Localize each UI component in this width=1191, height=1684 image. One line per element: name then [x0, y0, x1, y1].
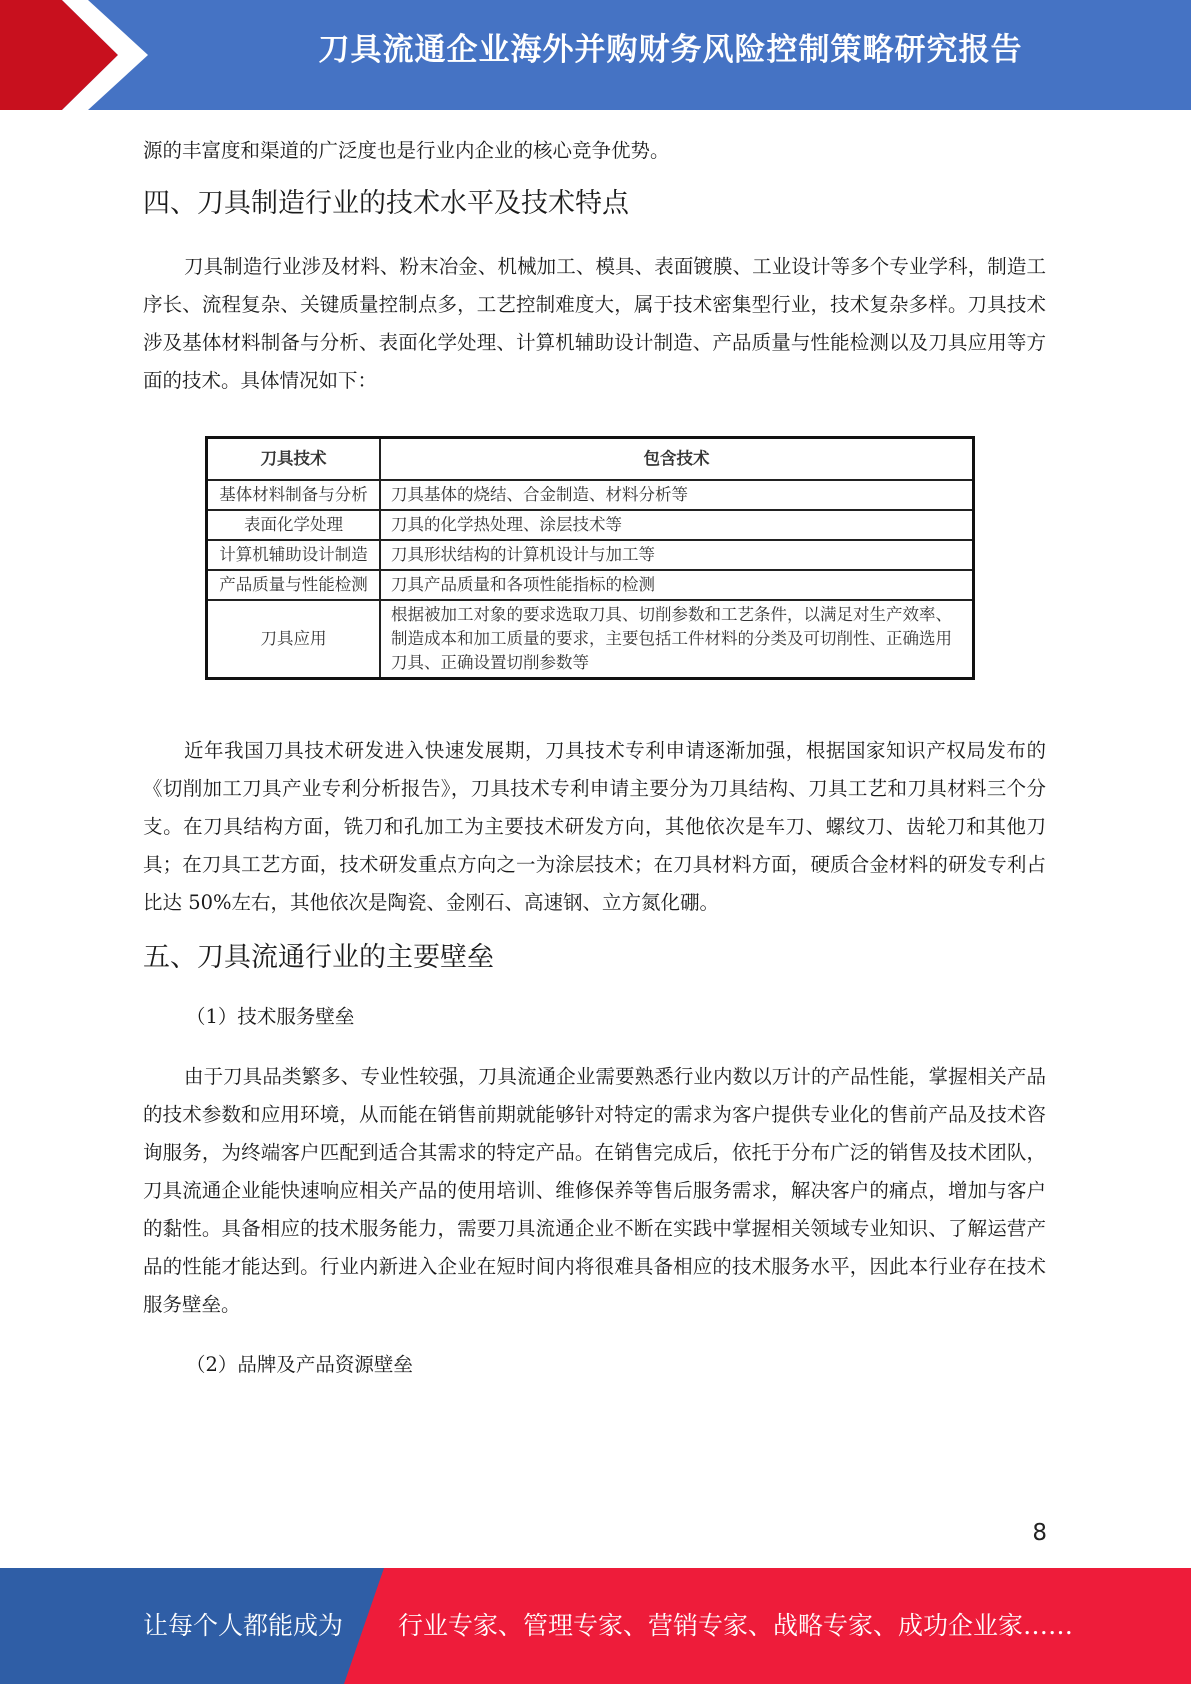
- patent-paragraph: 近年我国刀具技术研发进入快速发展期，刀具技术专利申请逐渐加强，根据国家知识产权局发布的《切削加工刀具产业专利分析报告》，刀具技术专利申请主要分为刀具结构、刀具工艺和刀具材料三个分支。在刀具结构方面，铣刀和孔加工为主要技术研发方向，其他依次是车刀、螺纹刀、齿轮刀和其他刀具；在刀具工艺方面，技术研发重点方向之一为涂层技术；在刀具材料方面，硬质合金材料的研发专利占比达 50%左右，其他依次是陶瓷、金刚石、高速钢、立方氮化硼。: [143, 739, 1046, 914]
- table-row: [207, 540, 974, 570]
- section-4-paragraph: 刀具制造行业涉及材料、粉末冶金、机械加工、模具、表面镀膜、工业设计等多个专业学科，制造工序长、流程复杂、关键质量控制点多，工艺控制难度大，属于技术密集型行业，技术复杂多样。刀具技术涉及基体材料制备与分析、表面化学处理、计算机辅助设计制造、产品质量与性能检测以及刀具应用等方面的技术。具体情况如下：: [143, 255, 1046, 392]
- main-content: [143, 132, 1046, 1384]
- table-cell-tech: 产品质量与性能检测: [207, 570, 381, 600]
- table-header-content: 包含技术: [380, 438, 974, 481]
- table-cell-tech: 基体材料制备与分析: [207, 480, 381, 510]
- table-cell-tech: 表面化学处理: [207, 510, 381, 540]
- table-cell-content: 刀具产品质量和各项性能指标的检测: [380, 570, 974, 600]
- table-row: [207, 570, 974, 600]
- table-cell-content: 根据被加工对象的要求选取刀具、切削参数和工艺条件，以满足对生产效率、制造成本和加工质量的要求，主要包括工件材料的分类及可切削性、正确选用刀具、正确设置切削参数等: [380, 600, 974, 679]
- subheading-technical-service: （1）技术服务壁垒: [186, 1005, 355, 1028]
- tool-technology-table: [205, 436, 975, 680]
- page-header: [0, 0, 1191, 110]
- page-footer: [0, 1568, 1191, 1684]
- subheading-brand-resources: （2）品牌及产品资源壁垒: [186, 1353, 413, 1376]
- table-header-tech: 刀具技术: [207, 438, 381, 481]
- table-cell-content: 刀具基体的烧结、合金制造、材料分析等: [380, 480, 974, 510]
- table-cell-tech: 刀具应用: [207, 600, 381, 679]
- table-cell-content: 刀具形状结构的计算机设计与加工等: [380, 540, 974, 570]
- barrier-1-paragraph: 由于刀具品类繁多、专业性较强，刀具流通企业需要熟悉行业内数以万计的产品性能，掌握相关产品的技术参数和应用环境，从而能在销售前期就能够针对特定的需求为客户提供专业化的售前产品及技术咨询服务，为终端客户匹配到适合其需求的特定产品。在销售完成后，依托于分布广泛的销售及技术团队，刀具流通企业能快速响应相关产品的使用培训、维修保养等售后服务需求，解决客户的痛点，增加与客户的黏性。具备相应的技术服务能力，需要刀具流通企业不断在实践中掌握相关领域专业知识、了解运营产品的性能才能达到。行业内新进入企业在短时间内将很难具备相应的技术服务水平，因此本行业存在技术服务壁垒。: [143, 1065, 1046, 1316]
- table-cell-tech: 计算机辅助设计制造: [207, 540, 381, 570]
- footer-slogan-left: 让每个人都能成为: [143, 1611, 344, 1640]
- footer-slogan-right: 行业专家、管理专家、营销专家、战略专家、成功企业家……: [398, 1611, 1074, 1640]
- table-header-row: [207, 438, 974, 481]
- table-row: [207, 510, 974, 540]
- section-5-heading: 五、刀具流通行业的主要壁垒: [143, 942, 494, 973]
- report-title: 刀具流通企业海外并购财务风险控制策略研究报告: [318, 32, 1023, 68]
- table-cell-content: 刀具的化学热处理、涂层技术等: [380, 510, 974, 540]
- intro-paragraph: 源的丰富度和渠道的广泛度也是行业内企业的核心竞争优势。: [143, 139, 670, 162]
- section-4-heading: 四、刀具制造行业的技术水平及技术特点: [143, 188, 629, 219]
- table-row: [207, 480, 974, 510]
- page-number: 8: [1032, 1520, 1047, 1546]
- table-row: [207, 600, 974, 679]
